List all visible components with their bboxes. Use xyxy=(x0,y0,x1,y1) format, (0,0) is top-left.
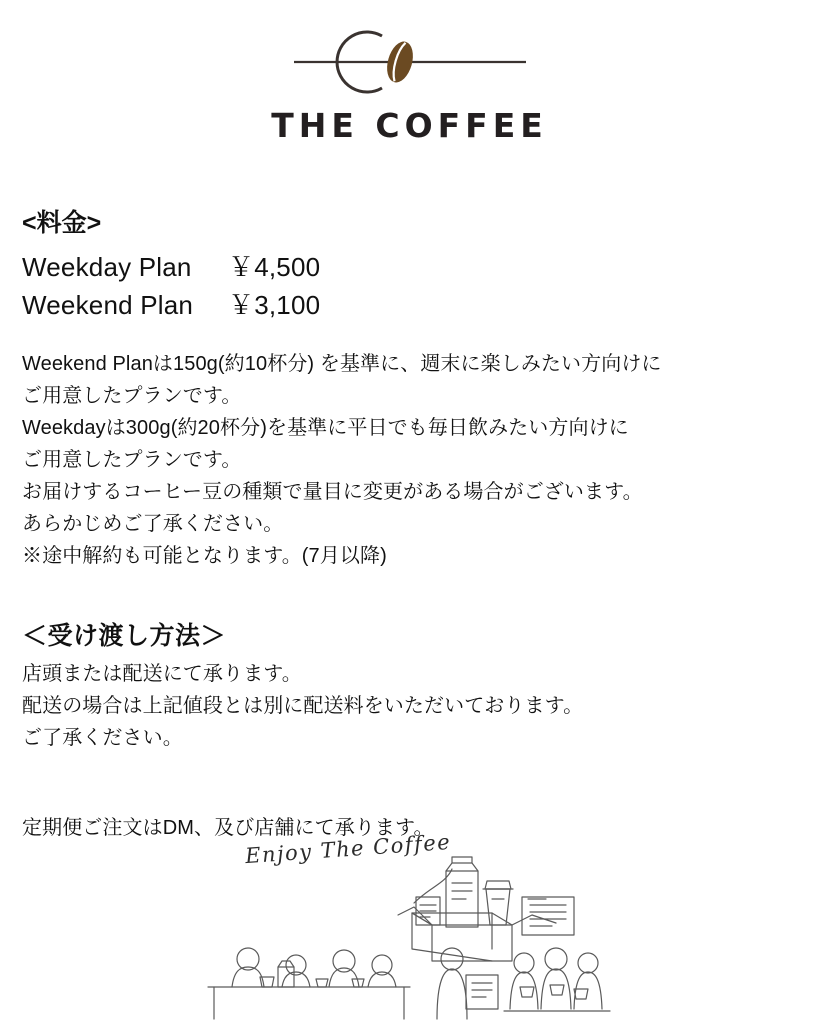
description-line: ご用意したプランです。 xyxy=(22,449,242,472)
price-row-weekday xyxy=(22,249,797,287)
coffee-delivery-scene-illustration xyxy=(0,809,819,1024)
description-line: ご用意したプランです。 xyxy=(22,385,242,408)
delivery-heading: ＜受け渡し方法＞ xyxy=(22,622,227,651)
delivery-line: 店頭または配送にて承ります。 xyxy=(22,663,302,686)
order-note: 定期便ご注文はDM、及び店舗にて承ります。 xyxy=(22,817,434,840)
coffee-bean-logo-icon xyxy=(290,26,530,98)
delivery-line: 配送の場合は上記値段とは別に配送料をいただいております。 xyxy=(22,695,584,718)
plan-price-weekday: ￥4,500 xyxy=(228,252,321,282)
pricing-heading: <料金> xyxy=(22,209,102,237)
document-content xyxy=(0,145,819,844)
plan-name-weekend: Weekend Plan xyxy=(22,289,194,320)
price-row-weekend xyxy=(22,287,797,325)
brand-logo-block xyxy=(0,0,819,145)
description-line: ※途中解約も可能となります。(7月以降) xyxy=(22,545,387,568)
illustration-script-text: Enjoy The Coffee xyxy=(244,829,452,869)
delivery-line: ご了承ください。 xyxy=(22,727,183,750)
description-line: Weekend Planは150g(約10杯分) を基準に、週末に楽しみたい方向けに xyxy=(22,353,662,376)
description-line: Weekdayは300g(約20杯分)を基準に平日でも毎日飲みたい方向けに xyxy=(22,417,629,440)
plan-price-weekend: ￥3,100 xyxy=(228,289,321,320)
description-line: あらかじめご了承ください。 xyxy=(22,513,284,536)
plan-name-weekday: Weekday Plan xyxy=(22,252,192,282)
brand-wordmark: THE COFFEE xyxy=(271,106,548,145)
description-line: お届けするコーヒー豆の種類で量目に変更がある場合がございます。 xyxy=(22,481,643,504)
